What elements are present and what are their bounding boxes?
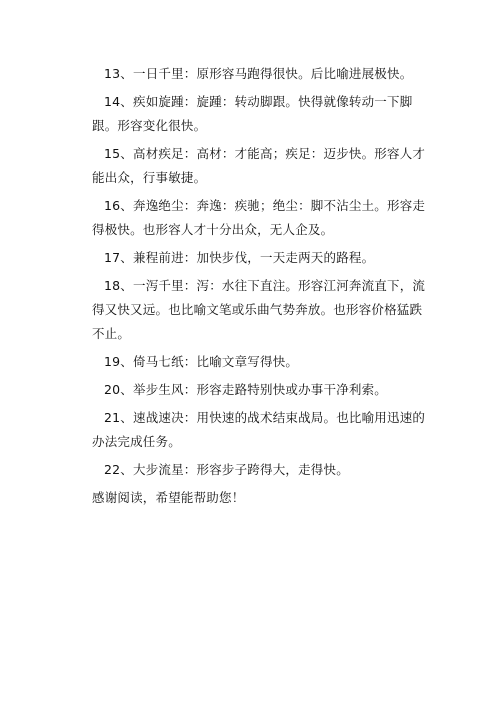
closing-line: 感谢阅读，希望能帮助您！ (92, 490, 245, 505)
idiom-entry-15: 15、高材疾足：高材：才能高；疾足：迈步快。形容人才能出众，行事敏捷。 (92, 146, 426, 185)
idiom-entry-14: 14、疾如旋踵：旋踵：转动脚跟。快得就像转动一下脚跟。形容变化很快。 (92, 94, 413, 133)
idiom-entry-21: 21、速战速决：用快速的战术结束战局。也比喻用迅速的办法完成任务。 (92, 410, 426, 449)
idiom-entry-20: 20、举步生风：形容走路特别快或办事干净利索。 (104, 382, 388, 397)
idiom-entry-13: 13、一日千里：原形容马跑得很快。后比喻进展极快。 (104, 66, 413, 81)
idiom-entry-18: 18、一泻千里：泻：水往下直注。形容江河奔流直下，流得又快又远。也比喻文笔或乐曲气势奔放。也形容价格猛跌不止。 (92, 278, 426, 341)
idiom-entry-16: 16、奔逸绝尘：奔逸：疾驰；绝尘：脚不沾尘土。形容走得极快。也形容人才十分出众，无人企及。 (92, 198, 426, 237)
document-body (92, 62, 430, 514)
idiom-entry-19: 19、倚马七纸：比喻文章写得快。 (104, 354, 299, 369)
idiom-entry-22: 22、大步流星：形容步子跨得大，走得快。 (104, 462, 349, 477)
idiom-entry-17: 17、兼程前进：加快步伐，一天走两天的路程。 (104, 250, 375, 265)
